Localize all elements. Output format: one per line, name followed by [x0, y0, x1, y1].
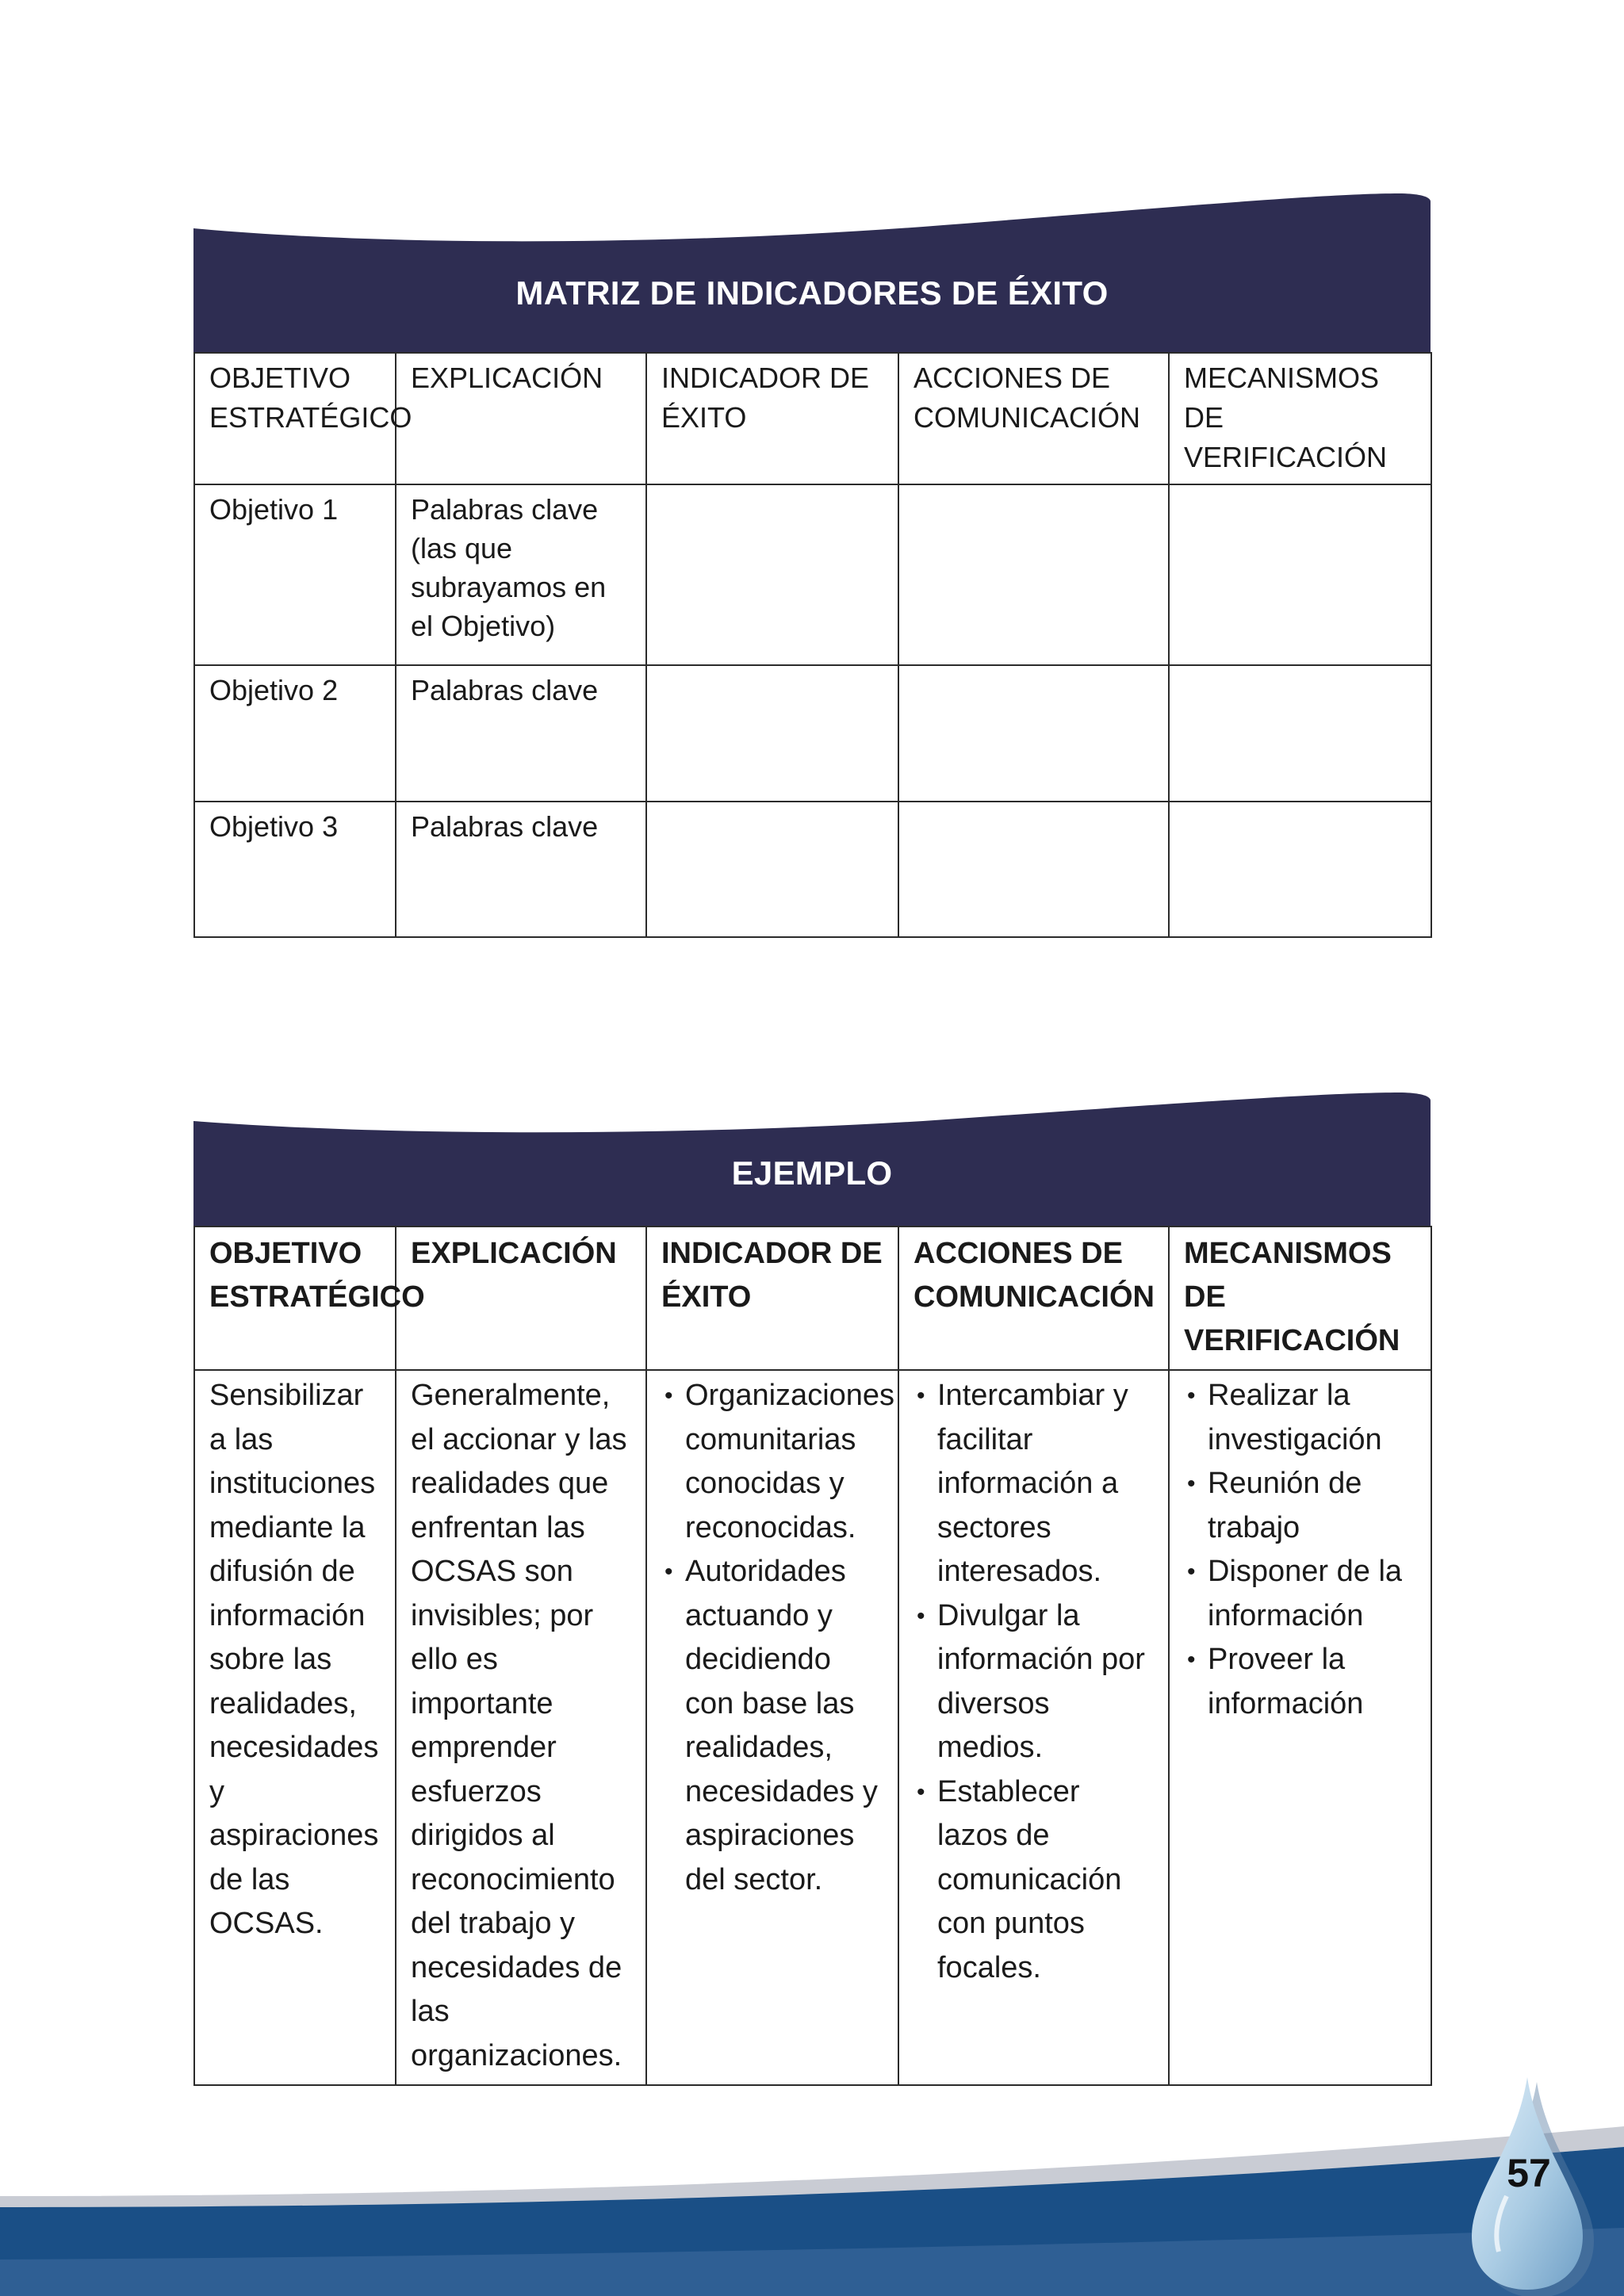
example-header-verification: MECANISMOS DE VERIFICACIÓN: [1169, 1226, 1431, 1370]
matrix-cell: [646, 665, 898, 802]
matrix-cell: [1169, 484, 1431, 665]
list-item: • Reunión de trabajo: [1184, 1462, 1416, 1550]
matrix-cell: [898, 665, 1169, 802]
example-explanation-cell: Generalmente, el accionar y las realidades que enfrentan las OCSAS son invisibles; por ello es importante emprender esfuerzos dirigidos al reconocimiento del trabajo y necesidades de las organizaciones.: [396, 1370, 646, 2085]
page-number: 57: [1507, 2151, 1551, 2195]
table-row: [194, 1370, 1431, 2085]
matrix-cell: Palabras clave (las que subrayamos en el Objetivo): [396, 484, 646, 665]
banner-wave-shape: [193, 192, 1431, 352]
matrix-cell: [1169, 665, 1431, 802]
matrix-cell: Objetivo 2: [194, 665, 396, 802]
example-banner: [193, 1091, 1431, 1226]
list-item: • Autoridades actuando y decidiendo con base las realidades, necesidades y aspiraciones del sector.: [661, 1550, 883, 1902]
list-item: • Proveer la información: [1184, 1638, 1416, 1726]
matrix-cell: Objetivo 3: [194, 802, 396, 937]
matrix-cell: Objetivo 1: [194, 484, 396, 665]
example-objective-cell: Sensibilizar a las instituciones mediante la difusión de información sobre las realidades, necesidades y aspiraciones de las OCSAS.: [194, 1370, 396, 2085]
matrix-cell: [646, 484, 898, 665]
example-actions-cell: [898, 1370, 1169, 2085]
matrix-header-indicator: INDICADOR DE ÉXITO: [646, 353, 898, 484]
example-header-objective: OBJETIVO ESTRATÉGICO: [194, 1226, 396, 1370]
matrix-cell: [1169, 802, 1431, 937]
list-item: • Divulgar la información por diversos medios.: [914, 1594, 1154, 1770]
example-table: [193, 1226, 1432, 2086]
example-indicator-cell: [646, 1370, 898, 2085]
matrix-cell: [646, 802, 898, 937]
example-section: [193, 1091, 1431, 2086]
matrix-header-verification: MECANISMOS DE VERIFICACIÓN: [1169, 353, 1431, 484]
example-title: EJEMPLO: [731, 1154, 893, 1192]
table-row: [194, 484, 1431, 665]
verification-list: [1184, 1374, 1416, 1726]
example-header-explanation: EXPLICACIÓN: [396, 1226, 646, 1370]
list-item: • Organizaciones comunitarias conocidas y reconocidas.: [661, 1374, 883, 1550]
matrix-header-objective: OBJETIVO ESTRATÉGICO: [194, 353, 396, 484]
matrix-title: MATRIZ DE INDICADORES DE ÉXITO: [515, 274, 1109, 312]
footer-wave: [0, 2077, 1624, 2296]
example-header-row: [194, 1226, 1431, 1370]
list-item: • Intercambiar y facilitar información a sectores interesados.: [914, 1374, 1154, 1594]
matrix-section: [193, 192, 1431, 938]
matrix-header-row: [194, 353, 1431, 484]
matrix-banner: [193, 192, 1431, 352]
list-item: • Disponer de la información: [1184, 1550, 1416, 1638]
list-item: • Realizar la investigación: [1184, 1374, 1416, 1462]
matrix-table: [193, 352, 1432, 938]
table-row: [194, 802, 1431, 937]
list-item: • Establecer lazos de comunicación con puntos focales.: [914, 1770, 1154, 1991]
matrix-header-actions: ACCIONES DE COMUNICACIÓN: [898, 353, 1169, 484]
example-header-indicator: INDICADOR DE ÉXITO: [646, 1226, 898, 1370]
example-verification-cell: [1169, 1370, 1431, 2085]
matrix-cell: [898, 802, 1169, 937]
table-row: [194, 665, 1431, 802]
indicator-list: [661, 1374, 895, 1902]
matrix-cell: [898, 484, 1169, 665]
matrix-header-explanation: EXPLICACIÓN: [396, 353, 646, 484]
matrix-cell: Palabras clave: [396, 802, 646, 937]
matrix-cell: Palabras clave: [396, 665, 646, 802]
actions-list: [914, 1374, 1154, 1990]
example-header-actions: ACCIONES DE COMUNICACIÓN: [898, 1226, 1169, 1370]
